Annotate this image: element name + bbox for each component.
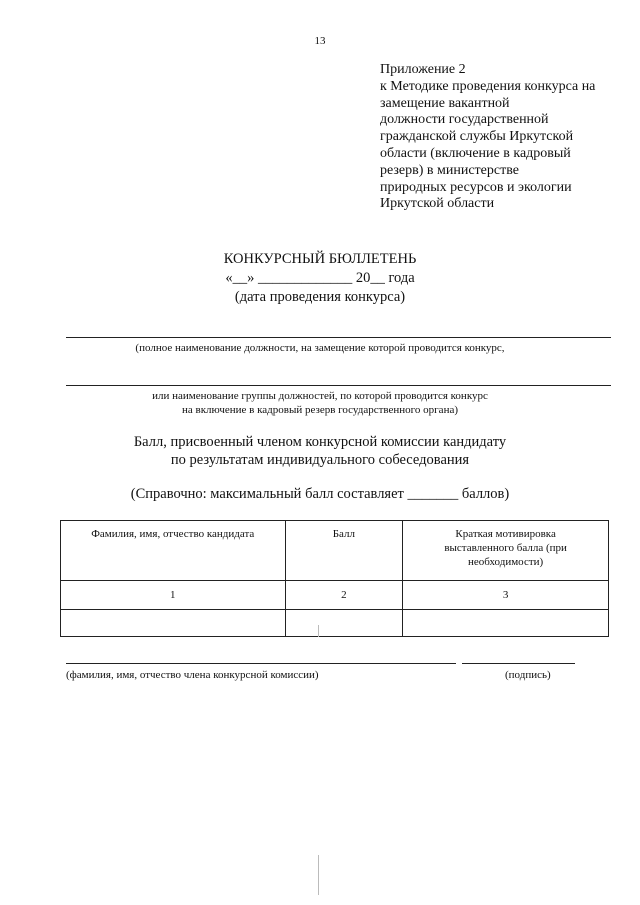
signature-caption: (подпись) xyxy=(505,669,551,681)
score-cell xyxy=(285,610,403,637)
member-name-line xyxy=(66,663,456,664)
ballot-heading: КОНКУРСНЫЙ БЮЛЛЕТЕНЬ xyxy=(223,251,417,267)
table-header-row xyxy=(61,521,609,581)
score-description xyxy=(0,433,640,469)
position-name-line xyxy=(66,337,611,338)
appendix-line: должности государственной xyxy=(380,112,549,128)
appendix-line: замещение вакантной xyxy=(380,95,510,111)
scan-mark xyxy=(318,625,319,637)
column-number-2: 2 xyxy=(285,581,403,610)
max-score-reference: (Справочно: максимальный балл составляет _______ баллов) xyxy=(130,486,510,502)
appendix-line: к Методике проведения конкурса на xyxy=(380,78,596,94)
table-row xyxy=(61,610,609,637)
position-caption-3: на включение в кадровый резерв государственного органа) xyxy=(182,404,458,416)
appendix-line: Иркутской области xyxy=(380,196,495,212)
page-number: 13 xyxy=(314,35,326,47)
position-caption-2: или наименование группы должностей, по которой проводится конкурс xyxy=(152,390,488,402)
header-candidate: Фамилия, имя, отчество кандидата xyxy=(61,521,286,581)
appendix-line: гражданской службы Иркутской xyxy=(380,129,574,145)
score-line-2: по результатам индивидуального собеседования xyxy=(170,452,470,468)
appendix-line: резерв) в министерстве xyxy=(380,162,519,178)
motivation-cell xyxy=(403,610,609,637)
score-table xyxy=(60,520,609,637)
appendix-line: природных ресурсов и экологии xyxy=(380,179,572,195)
position-group-line xyxy=(66,385,611,386)
date-line: «__» _____________ 20__ года xyxy=(225,270,415,286)
score-line-1: Балл, присвоенный членом конкурсной комиссии кандидату xyxy=(133,434,507,450)
ballot-title-block xyxy=(0,250,640,307)
appendix-line: области (включение в кадровый xyxy=(380,145,571,161)
candidate-cell xyxy=(61,610,286,637)
column-number-3: 3 xyxy=(403,581,609,610)
column-number-1: 1 xyxy=(61,581,286,610)
table-number-row xyxy=(61,581,609,610)
appendix-line: Приложение 2 xyxy=(380,62,466,77)
member-name-caption: (фамилия, имя, отчество члена конкурсной комиссии) xyxy=(66,669,319,681)
signature-line xyxy=(462,663,575,664)
header-motivation xyxy=(403,521,609,581)
header-score: Балл xyxy=(285,521,403,581)
scan-mark xyxy=(318,855,319,895)
appendix-header xyxy=(380,62,630,213)
header-motivation-text: Краткая мотивировка выставленного балла (при необходимости) xyxy=(444,528,567,568)
date-caption: (дата проведения конкурса) xyxy=(234,289,406,305)
position-caption-1: (полное наименование должности, на замещение которой проводится конкурс, xyxy=(135,342,505,354)
